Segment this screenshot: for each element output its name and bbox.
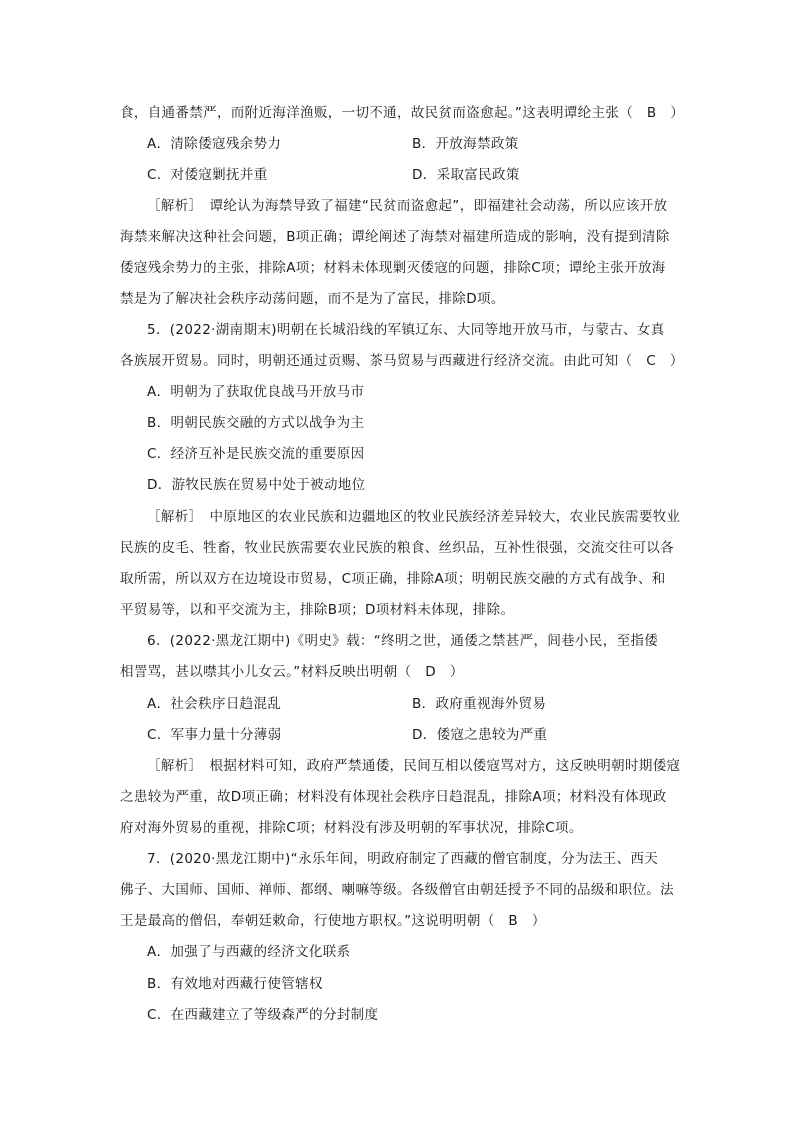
q5-analysis-line: 民族的皮毛、牲畜，牧业民族需要农业民族的粮食、丝织品，互补性很强，交流交往可以各 bbox=[120, 540, 674, 556]
q6-option-b: B．政府重视海外贸易 bbox=[412, 696, 547, 712]
q6-option-c: C．军事力量十分薄弱 bbox=[147, 727, 282, 743]
q7-stem-line: 7．(2020·黑龙江期中)“永乐年间，明政府制定了西藏的僧官制度，分为法王、西天 bbox=[147, 851, 659, 867]
q7-stem-line: 佛子、大国师、国师、禅师、都纲、喇嘛等级。各级僧官由朝廷授予不同的品级和职位。法 bbox=[120, 882, 674, 898]
q4-option-d: D．采取富民政策 bbox=[412, 167, 520, 183]
q4-option-c: C．对倭寇剿抚并重 bbox=[147, 167, 268, 183]
q5-analysis-line: ［解析］ 中原地区的农业民族和边疆地区的牧业民族经济差异较大，农业民族需要牧业 bbox=[147, 509, 681, 525]
q6-analysis-line: 府对海外贸易的重视，排除C项；材料没有涉及明朝的军事状况，排除C项。 bbox=[120, 820, 583, 836]
q4-option-b: B．开放海禁政策 bbox=[412, 136, 519, 152]
q6-analysis-line: ［解析］ 根据材料可知，政府严禁通倭，民间互相以倭寇骂对方，这反映明朝时期倭寇 bbox=[147, 758, 681, 774]
q4-stem-tail: 食，自通番禁严，而附近海洋渔贩，一切不通，故民贫而盗愈起。”这表明谭纶主张（ B ） bbox=[120, 105, 685, 121]
q5-option-d: D．游牧民族在贸易中处于被动地位 bbox=[147, 477, 366, 493]
q7-stem-line: 王是最高的僧侣，奉朝廷敕命，行使地方职权。”这说明明朝（ B ） bbox=[120, 913, 546, 929]
q5-option-a: A．明朝为了获取优良战马开放马市 bbox=[147, 384, 365, 400]
q6-analysis-line: 之患较为严重，故D项正确；材料没有体现社会秩序日趋混乱，排除A项；材料没有体现政 bbox=[120, 789, 667, 805]
q5-stem-line: 5．(2022·湖南期末)明朝在长城沿线的军镇辽东、大同等地开放马市，与蒙古、女真 bbox=[147, 322, 665, 338]
q6-stem-line: 相詈骂，甚以噤其小儿女云。”材料反映出明朝（ D ） bbox=[120, 664, 464, 680]
q5-analysis-line: 取所需，所以双方在边境设市贸易，C项正确，排除A项；明朝民族交融的方式有战争、和 bbox=[120, 571, 666, 587]
q7-option-c: C．在西藏建立了等级森严的分封制度 bbox=[147, 1007, 379, 1023]
q4-analysis-line: 禁是为了解决社会秩序动荡问题，而不是为了富民，排除D项。 bbox=[120, 291, 505, 307]
q4-analysis-line: 倭寇残余势力的主张，排除A项；材料未体现剿灭倭寇的问题，排除C项；谭纶主张开放海 bbox=[120, 260, 666, 276]
q5-stem-line: 各族展开贸易。同时，明朝还通过贡赐、茶马贸易与西藏进行经济交流。由此可知（ C ） bbox=[120, 353, 684, 369]
q6-option-a: A．社会秩序日趋混乱 bbox=[147, 696, 282, 712]
q5-option-b: B．明朝民族交融的方式以战争为主 bbox=[147, 415, 365, 431]
q4-analysis-line: ［解析］ 谭纶认为海禁导致了福建“民贫而盗愈起”，即福建社会动荡，所以应该开放 bbox=[147, 198, 668, 214]
q6-stem-line: 6．(2022·黑龙江期中)《明史》载：“终明之世，通倭之禁甚严，闾巷小民，至指倭 bbox=[147, 633, 659, 649]
q7-option-b: B．有效地对西藏行使管辖权 bbox=[147, 976, 323, 992]
q4-analysis-line: 海禁来解决这种社会问题，B项正确；谭纶阐述了海禁对福建所造成的影响，没有提到清除 bbox=[120, 229, 670, 245]
q7-option-a: A．加强了与西藏的经济文化联系 bbox=[147, 944, 351, 960]
q4-option-a: A．清除倭寇残余势力 bbox=[147, 136, 282, 152]
q6-option-d: D．倭寇之患较为严重 bbox=[412, 727, 548, 743]
q5-option-c: C．经济互补是民族交流的重要原因 bbox=[147, 446, 365, 462]
q5-analysis-line: 平贸易等，以和平交流为主，排除B项；D项材料未体现，排除。 bbox=[120, 602, 515, 618]
